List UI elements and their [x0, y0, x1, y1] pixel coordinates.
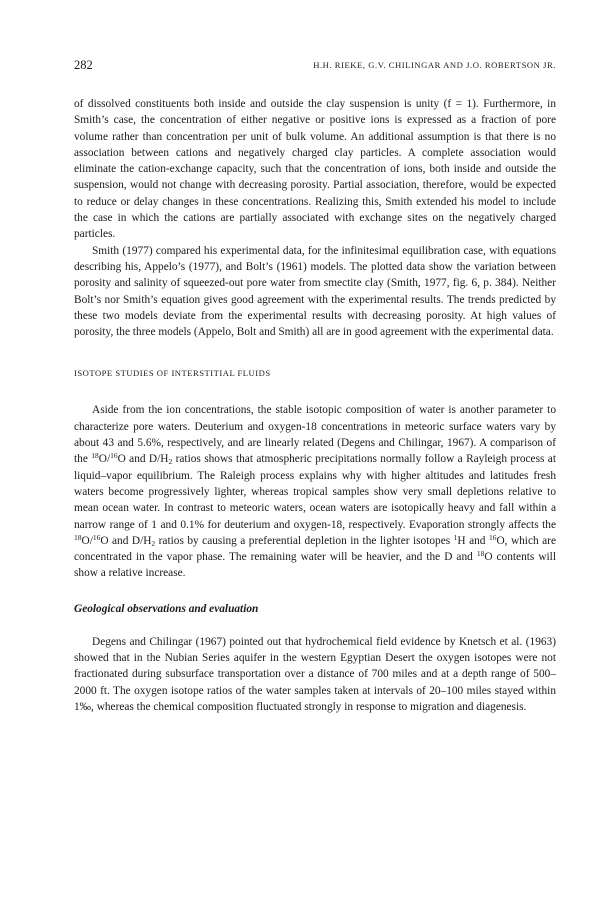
page-body [74, 96, 556, 715]
paragraph-geological-observations: Degens and Chilingar (1967) pointed out that hydrochemical field evidence by Knetsch et al. (1963) showed that in the Nubian Series aquifer in the western Egyptian Desert the oxygen isotopes were not fractionated during subsurface transportation over a distance of 700 miles and at a depth range of 500–2000 ft. The oxygen isotope ratios of the water samples taken at intervals of 20–100 miles stayed within 1‰, whereas the chemical composition fluctuated strongly in response to migration and diagenesis. [74, 635, 556, 713]
paragraph-isotope-composition: Aside from the ion concentrations, the stable isotopic composition of water is another parameter to characterize pore waters. Deuterium and oxygen-18 concentrations in meteoric surface waters vary by about 43 and 5.6%, respectively, and are linearly related (Degens and Chilingar, 1967). A comparison of the $^{18}$O/$^{16}$O and $D/H_2$ ratios shows that atmospheric precipitations normally follow a Rayleigh process at liquid–vapor equilibrium. The Raleigh process explains why with higher altitudes and latitudes fresh waters become progressively lighter, whereas tropical samples show very small depletions relative to mean ocean water. In contrast to meteoric waters, ocean waters are isotopically heavy and fall within a narrow range of 1 and 0.1% for deuterium and oxygen-18, respectively. Evaporation strongly affects the $^{18}$O/$^{16}$O and $D/H_2$ ratios by causing a preferential depletion in the lighter isotopes $^1$H and $^{16}$O, which are concentrated in the vapor phase. The remaining water will be heavier, and the D and $^{18}$O contents will show a relative increase. [74, 404, 556, 580]
paragraph-continued: of dissolved constituents both inside and outside the clay suspension is unity (f = 1). Furthermore, in Smith’s case, the concentration of either negative or positive ions is expressed as a fraction of pore volume rather than concentration per unit of bulk volume. An additional assumption is that there is no association between cations and negatively charged clay particles. A complete association would eliminate the cation-exchange capacity, such that the concentration of ions, both inside and outside the suspension, would not change with decreasing porosity. Partial association, therefore, would be expected to reduce or delay changes in these concentrations. Realizing this, Smith extended his model to include the case in which the cations are partially associated with exchange sites on the negatively charged particles. [74, 98, 556, 241]
page-number: 282 [74, 58, 93, 72]
running-head: H.H. RIEKE, G.V. CHILINGAR AND J.O. ROBERTSON JR. [313, 60, 556, 70]
subsection-heading: Geological observations and evaluation [74, 602, 259, 615]
page-header [74, 58, 556, 74]
section-heading: ISOTOPE STUDIES OF INTERSTITIAL FLUIDS [74, 368, 271, 379]
paragraph-smith-comparison: Smith (1977) compared his experimental data, for the infinitesimal equilibration case, with equations describing his, Appelo’s (1977), and Bolt’s (1961) models. The plotted data show the variation between porosity and salinity of squeezed-out pore water from smectite clay (Smith, 1977, fig. 6, p. 384). Neither Bolt’s nor Smith’s equation gives good agreement with the experimental results. The trends predicted by these two models deviate from the experimental results with decreasing porosity. At high values of porosity, the three models (Appelo, Bolt and Smith) all are in good agreement with the experimental data. [74, 244, 556, 339]
